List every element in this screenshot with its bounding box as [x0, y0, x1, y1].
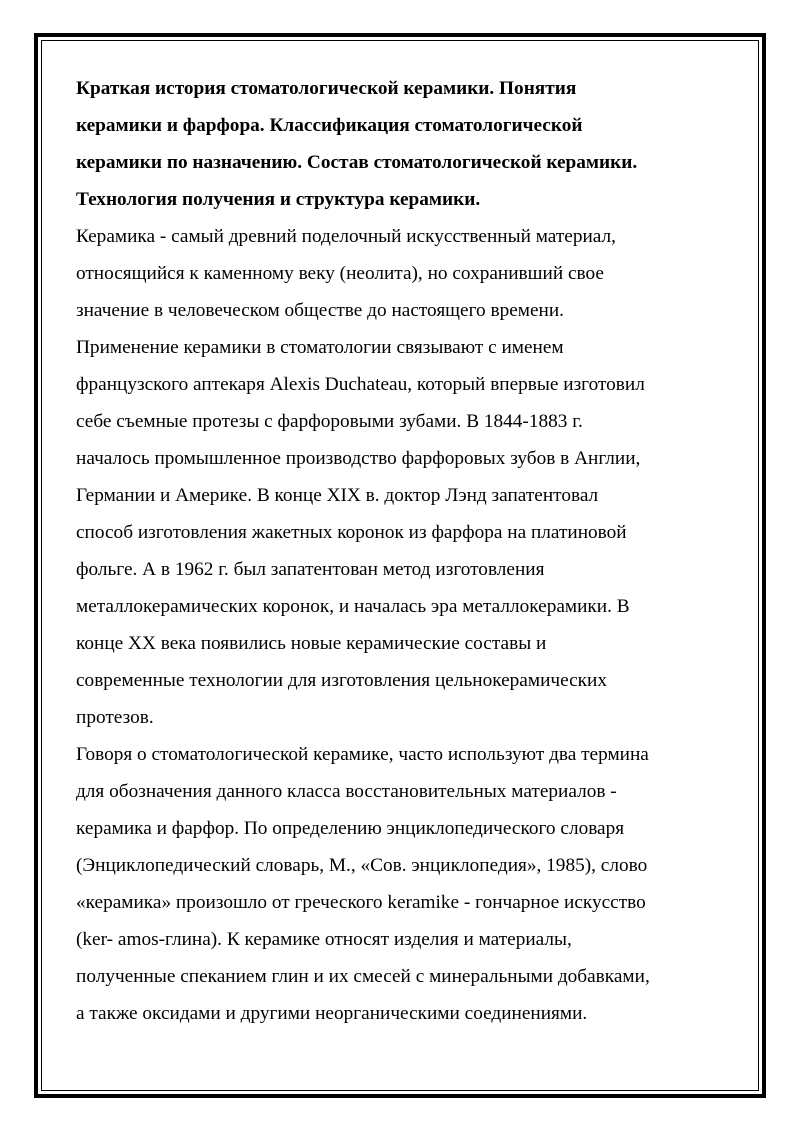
paragraph-line: протезов.	[76, 707, 154, 728]
paragraph-line: способ изготовления жакетных коронок из фарфора на платиновой	[76, 522, 627, 543]
paragraph-line: керамика и фарфор. По определению энциклопедического словаря	[76, 818, 625, 839]
paragraph-line: Керамика - самый древний поделочный искусственный материал,	[76, 226, 616, 247]
paragraph-line: себе съемные протезы с фарфоровыми зубами. В 1844-1883 г.	[76, 411, 583, 432]
paragraph-line: Германии и Америке. В конце XIX в. доктор Лэнд запатентовал	[76, 485, 599, 506]
paragraph-line: металлокерамических коронок, и началась эра металлокерамики. В	[76, 596, 630, 617]
document-heading	[76, 70, 726, 218]
paragraph-line: французского аптекаря Alexis Duchateau, который впервые изготовил	[76, 374, 645, 395]
paragraph-line: фольге. А в 1962 г. был запатентован метод изготовления	[76, 559, 545, 580]
paragraph-line: относящийся к каменному веку (неолита), но сохранивший свое	[76, 263, 604, 284]
document-body	[76, 70, 726, 1032]
heading-line: керамики и фарфора. Классификация стоматологической	[76, 115, 583, 136]
heading-line: Технология получения и структура керамики.	[76, 189, 481, 210]
paragraph-line: «керамика» произошло от греческого keramike - гончарное искусство	[76, 892, 646, 913]
heading-line: керамики по назначению. Состав стоматологической керамики.	[76, 152, 638, 173]
paragraph-line: для обозначения данного класса восстановительных материалов -	[76, 781, 617, 802]
heading-line: Краткая история стоматологической керамики. Понятия	[76, 78, 577, 99]
paragraph-line: (Энциклопедический словарь, М., «Сов. энциклопедия», 1985), слово	[76, 855, 648, 876]
paragraph-line: значение в человеческом обществе до настоящего времени.	[76, 300, 564, 321]
paragraph-terminology	[76, 736, 726, 1032]
paragraph-line: современные технологии для изготовления цельнокерамических	[76, 670, 608, 691]
paragraph-line: Говоря о стоматологической керамике, часто используют два термина	[76, 744, 649, 765]
paragraph-line: (ker- amos-глина). К керамике относят изделия и материалы,	[76, 929, 572, 950]
paragraph-line: полученные спеканием глин и их смесей с минеральными добавками,	[76, 966, 650, 987]
paragraph-line: конце XX века появились новые керамические составы и	[76, 633, 547, 654]
paragraph-line: Применение керамики в стоматологии связывают с именем	[76, 337, 564, 358]
paragraph-history	[76, 218, 726, 736]
paragraph-line: а также оксидами и другими неорганическими соединениями.	[76, 1003, 588, 1024]
paragraph-line: началось промышленное производство фарфоровых зубов в Англии,	[76, 448, 641, 469]
